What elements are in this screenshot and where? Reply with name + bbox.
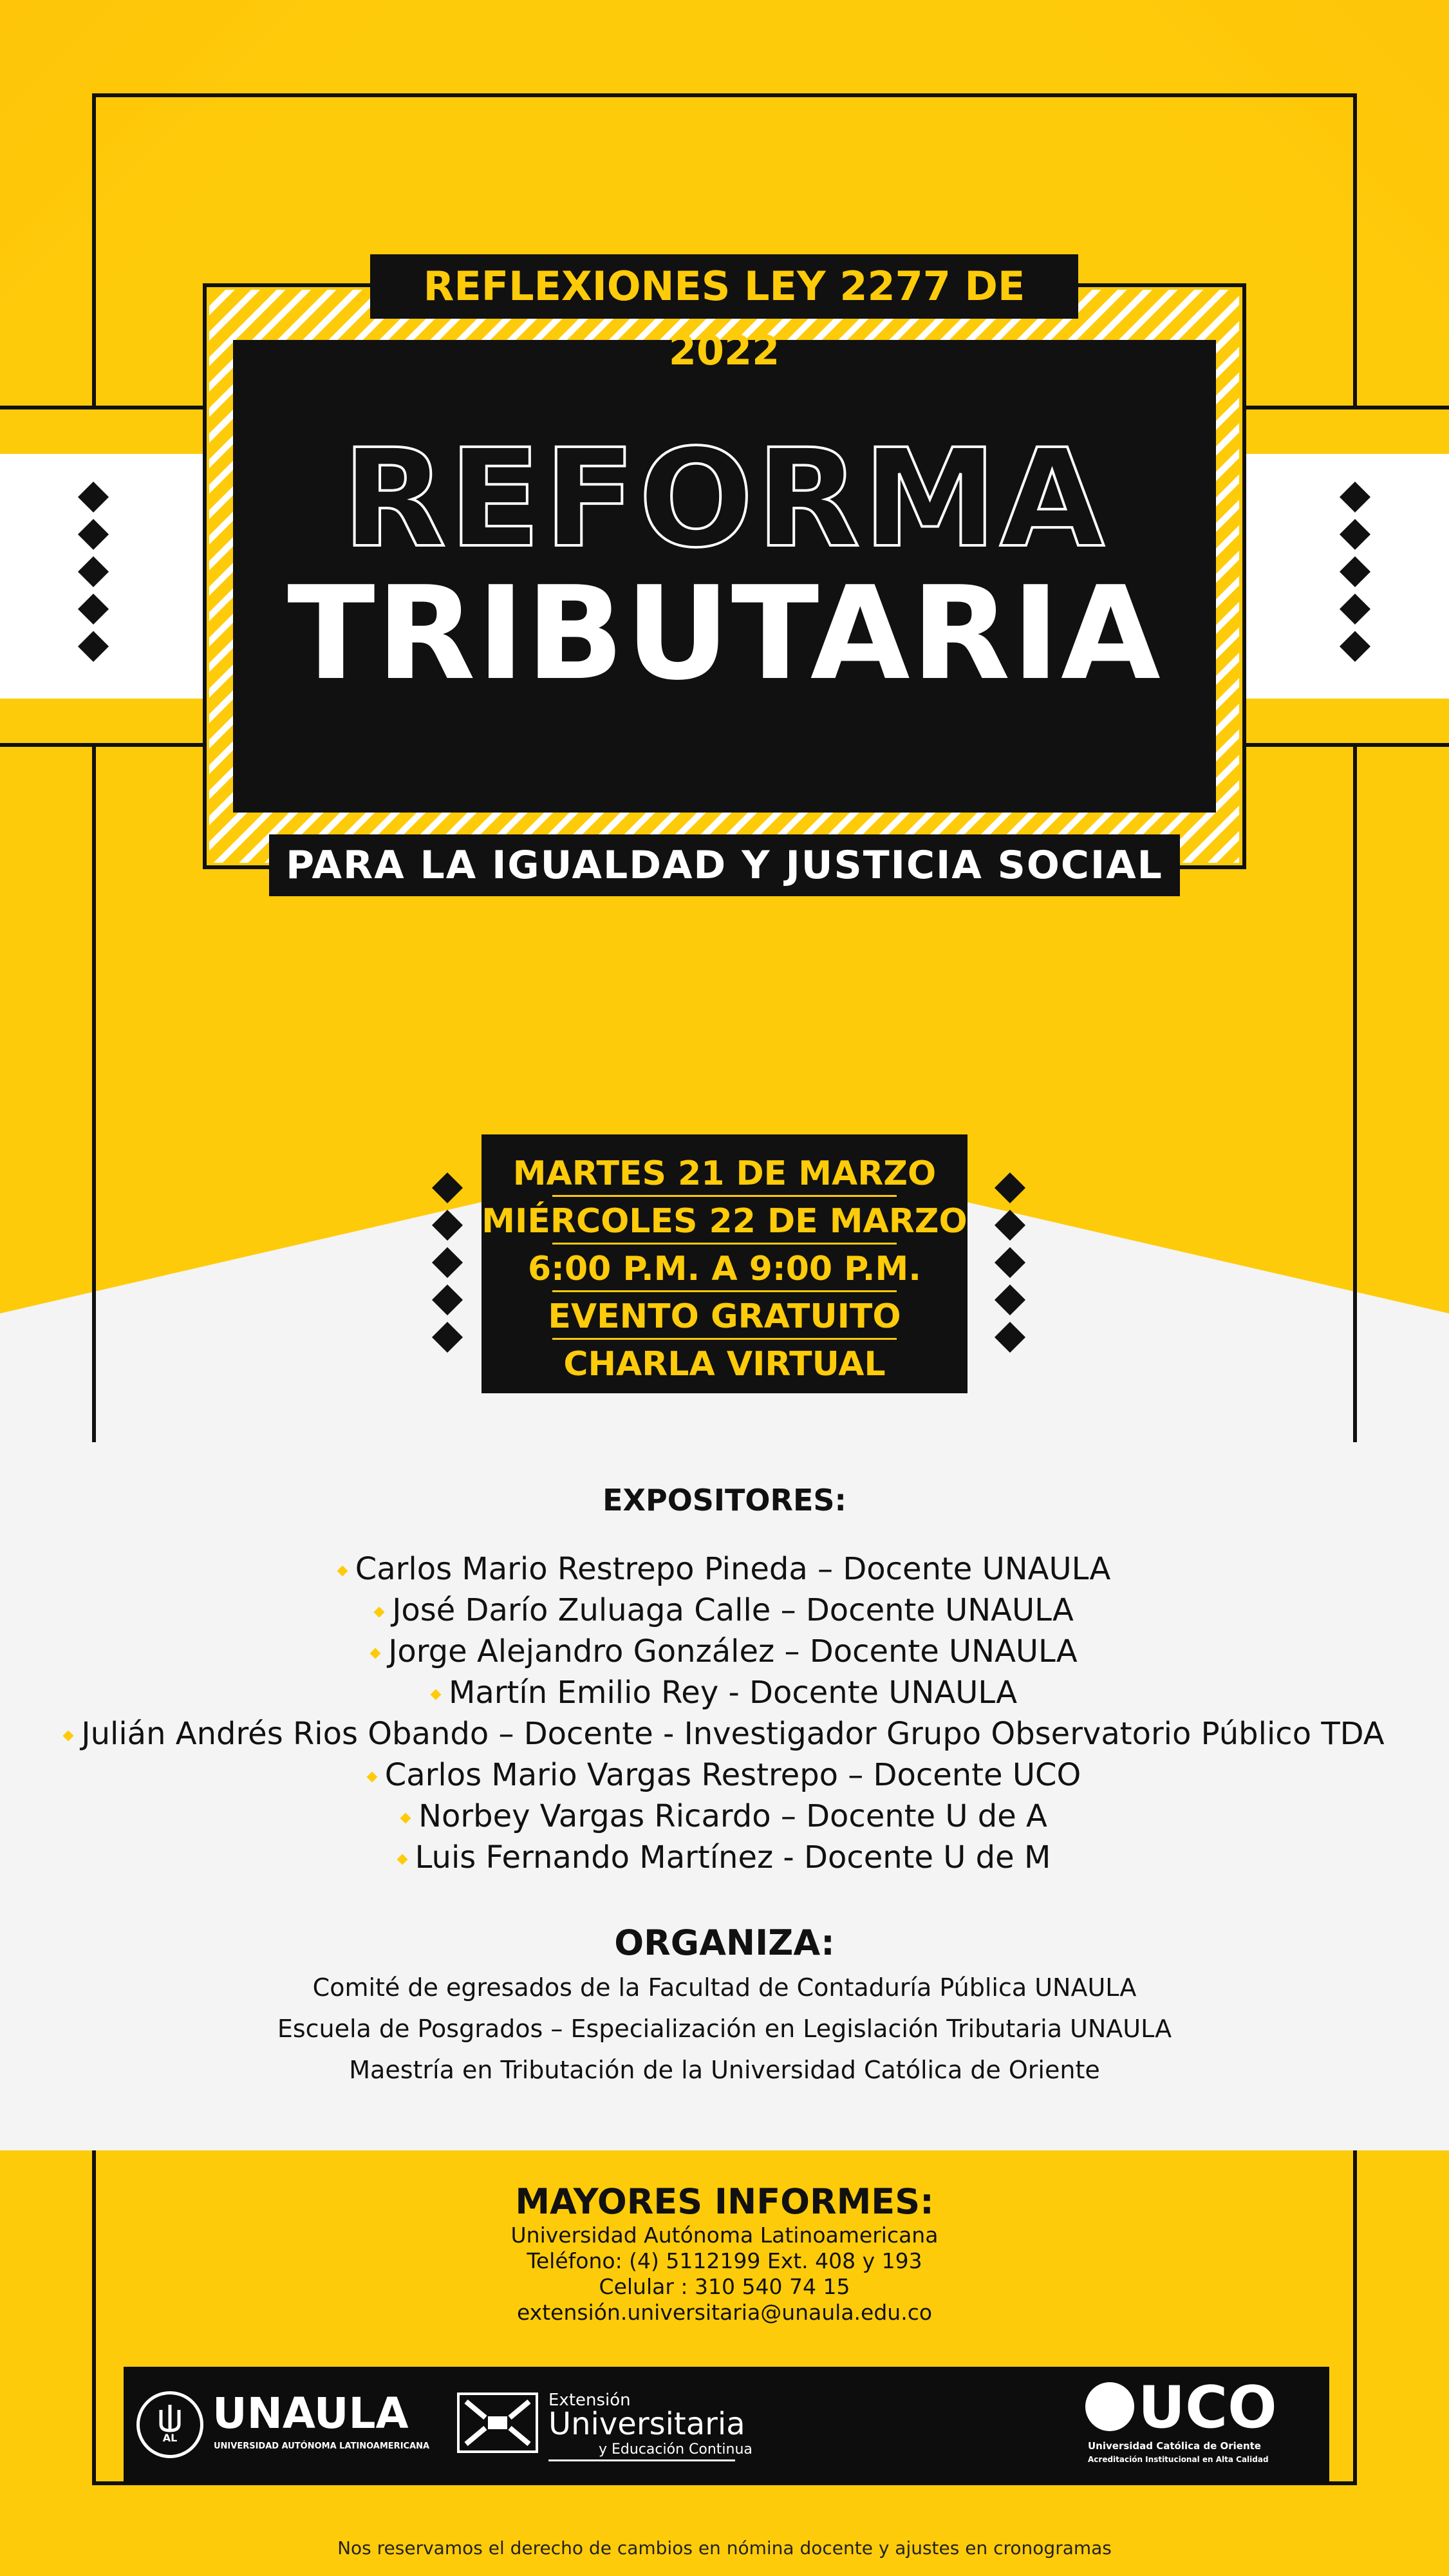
info-list xyxy=(0,2223,1449,2326)
frame-right-middle xyxy=(1353,747,1357,1442)
frame-right-upper xyxy=(1353,93,1357,409)
bullet-diamond-icon xyxy=(430,1689,441,1700)
unaula-seal-icon xyxy=(136,2391,203,2458)
speaker-item: Norbey Vargas Ricardo – Docente U de A xyxy=(0,1796,1449,1837)
bullet-diamond-icon xyxy=(370,1648,381,1659)
uco-seal-icon xyxy=(1085,2382,1134,2431)
info-email-link[interactable]: extensión.universitaria@unaula.edu.co xyxy=(516,2300,933,2325)
info-phone: Teléfono: (4) 5112199 Ext. 408 y 193 xyxy=(527,2248,922,2273)
event-line: 6:00 P.M. A 9:00 P.M. xyxy=(528,1250,921,1288)
event-divider xyxy=(552,1195,897,1197)
speaker-item: Julián Andrés Rios Obando – Docente - Investigador Grupo Observatorio Público TDA xyxy=(0,1713,1449,1754)
kicker-banner xyxy=(370,254,1078,374)
speaker-item: Martín Emilio Rey - Docente UNAULA xyxy=(0,1672,1449,1713)
event-line: CHARLA VIRTUAL xyxy=(563,1345,886,1384)
subtitle-banner xyxy=(269,834,1180,896)
extension-logo-icon xyxy=(457,2393,538,2453)
extension-logo-sub: y Educación Continua xyxy=(599,2441,753,2458)
organizer-item: Escuela de Posgrados – Especialización en Legislación Tributaria UNAULA xyxy=(277,2015,1172,2043)
info-mobile: Celular : 310 540 74 15 xyxy=(599,2274,850,2299)
speaker-item: Carlos Mario Vargas Restrepo – Docente UCO xyxy=(0,1754,1449,1796)
uco-accreditation: Acreditación Institucional en Alta Calidad xyxy=(1088,2455,1269,2464)
title-outline: REFORMA xyxy=(342,420,1107,578)
extension-logo-big: Universitaria xyxy=(548,2406,745,2442)
organizers-list xyxy=(0,1967,1449,2091)
title-main-wrap xyxy=(233,560,1216,708)
frame-left-upper xyxy=(92,93,96,409)
frame-left-middle xyxy=(92,747,96,1442)
event-line: MIÉRCOLES 22 DE MARZO xyxy=(481,1202,968,1241)
event-line: EVENTO GRATUITO xyxy=(548,1297,901,1336)
unaula-logo-sub: UNIVERSIDAD AUTÓNOMA LATINOAMERICANA xyxy=(214,2441,430,2451)
kicker-text: REFLEXIONES LEY 2277 DE 2022 xyxy=(423,263,1025,374)
event-divider xyxy=(552,1290,897,1292)
unaula-mark: AL xyxy=(162,2432,178,2444)
info-heading: MAYORES INFORMES: xyxy=(515,2181,934,2222)
uco-logo-text: UCO xyxy=(1138,2374,1277,2441)
speakers-list xyxy=(0,1548,1449,1878)
extension-logo-small: Extensión xyxy=(548,2391,631,2410)
speakers-heading: EXPOSITORES: xyxy=(603,1483,846,1518)
bullet-diamond-icon xyxy=(374,1607,385,1618)
background-shape xyxy=(1062,0,1449,322)
background-shape xyxy=(0,0,386,322)
title-main: TRIBUTARIA xyxy=(287,559,1162,709)
bullet-diamond-icon xyxy=(337,1566,348,1577)
unaula-logo-text: UNAULA xyxy=(212,2389,409,2438)
bullet-diamond-icon xyxy=(400,1813,411,1824)
uco-logo-sub: Universidad Católica de Oriente xyxy=(1088,2440,1261,2452)
bullet-diamond-icon xyxy=(397,1854,407,1865)
extension-logo-underline xyxy=(548,2459,735,2461)
frame-top xyxy=(92,93,1357,97)
event-line: MARTES 21 DE MARZO xyxy=(512,1154,937,1193)
speaker-item: Luis Fernando Martínez - Docente U de M xyxy=(0,1837,1449,1878)
event-divider xyxy=(552,1338,897,1340)
bullet-diamond-icon xyxy=(366,1772,377,1783)
organizer-item: Comité de egresados de la Facultad de Contaduría Pública UNAULA xyxy=(312,1973,1137,2002)
speaker-item: Carlos Mario Restrepo Pineda – Docente UNAULA xyxy=(0,1548,1449,1590)
subtitle-text: PARA LA IGUALDAD Y JUSTICIA SOCIAL xyxy=(286,843,1163,888)
event-divider xyxy=(552,1243,897,1245)
footer-disclaimer: Nos reservamos el derecho de cambios en nómina docente y ajustes en cronogramas xyxy=(337,2537,1112,2559)
organizers-heading: ORGANIZA: xyxy=(614,1923,835,1963)
organizer-item: Maestría en Tributación de la Universidad Católica de Oriente xyxy=(349,2056,1100,2084)
speaker-item: José Darío Zuluaga Calle – Docente UNAULA xyxy=(0,1590,1449,1631)
bullet-diamond-icon xyxy=(63,1731,74,1742)
info-institution: Universidad Autónoma Latinoamericana xyxy=(510,2223,939,2248)
title-outline-wrap xyxy=(233,420,1216,578)
speaker-item: Jorge Alejandro González – Docente UNAULA xyxy=(0,1631,1449,1672)
